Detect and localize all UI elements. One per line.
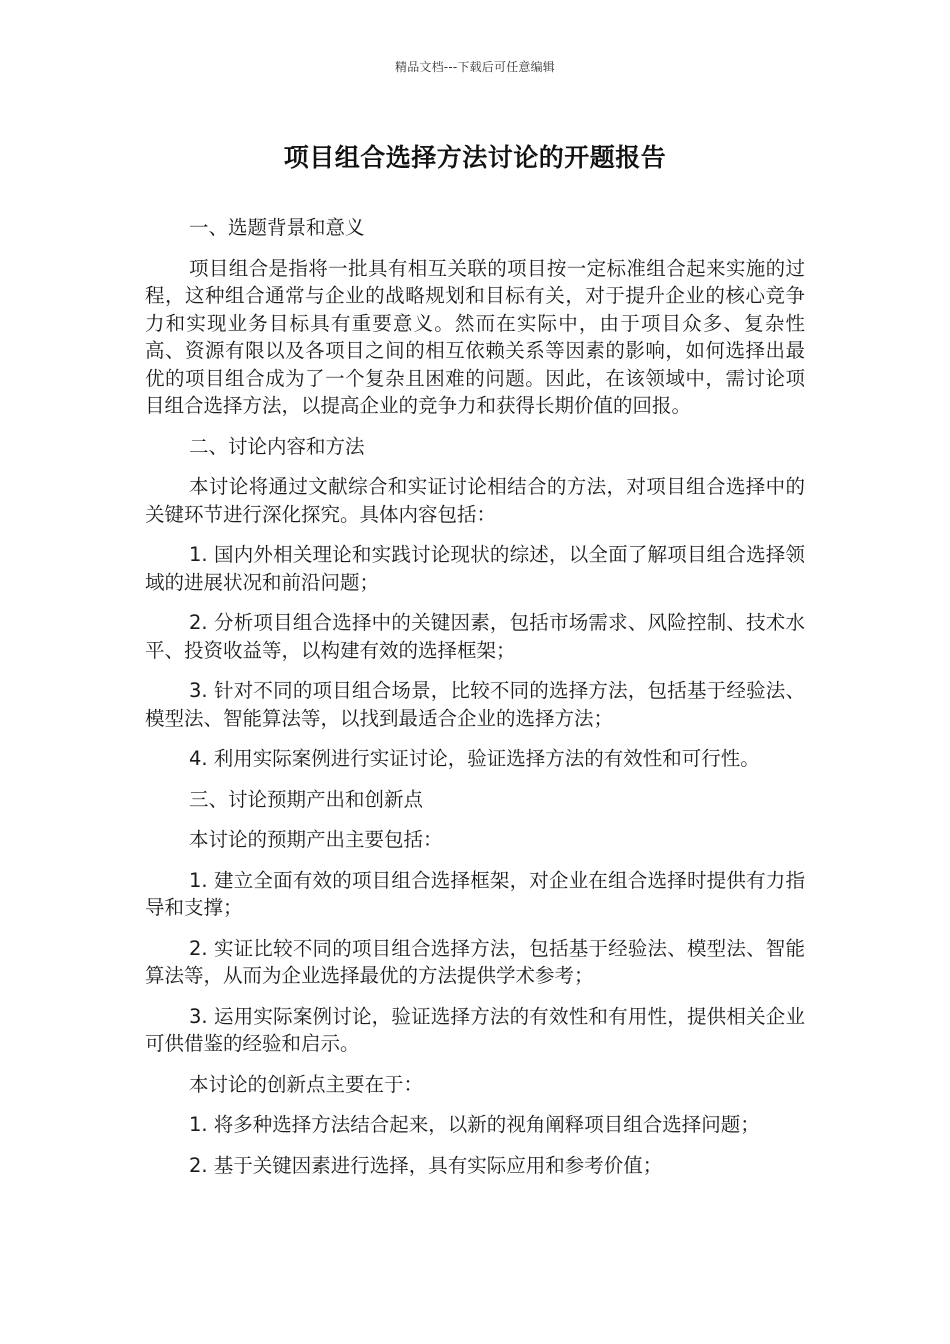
paragraph-innovation-intro: 本讨论的创新点主要在于： xyxy=(189,1072,424,1096)
list-item-output-2: 2. 实证比较不同的项目组合选择方法，包括基于经验法、模型法、智能算法等，从而为企业选择最优的方法提供学术参考； xyxy=(145,936,805,987)
paragraph-output-intro: 本讨论的预期产出主要包括： xyxy=(189,828,443,851)
list-item-content-3: 3. 针对不同的项目组合场景，比较不同的选择方法，包括基于经验法、模型法、智能算法等，以找到最适合企业的选择方法； xyxy=(145,679,805,730)
paragraph-method-intro: 本讨论将通过文献综合和实证讨论相结合的方法，对项目组合选择中的关键环节进行深化探究。具体内容包括： xyxy=(145,475,805,526)
section-heading-content-method: 二、讨论内容和方法 xyxy=(189,434,365,458)
list-item-output-1: 1. 建立全面有效的项目组合选择框架，对企业在组合选择时提供有力指导和支撑； xyxy=(145,868,805,919)
paragraph-background: 项目组合是指将一批具有相互关联的项目按一定标准组合起来实施的过程，这种组合通常与企业的战略规划和目标有关，对于提升企业的核心竞争力和实现业务目标具有重要意义。然而在实际中，由于项目众多、复杂性高、资源有限以及各项目之间的相互依赖关系等因素的影响，如何选择出最优的项目组合成为了一个复杂且困难的问题。因此，在该领域中，需讨论项目组合选择方法，以提高企业的竞争力和获得长期价值的回报。 xyxy=(145,256,805,417)
list-item-innovation-1: 1. 将多种选择方法结合起来，以新的视角阐释项目组合选择问题； xyxy=(189,1113,760,1136)
list-item-innovation-2: 2. 基于关键因素进行选择，具有实际应用和参考价值； xyxy=(189,1153,663,1177)
list-item-output-3: 3. 运用实际案例讨论，验证选择方法的有效性和有用性，提供相关企业可供借鉴的经验和启示。 xyxy=(145,1004,805,1055)
section-heading-background: 一、选题背景和意义 xyxy=(189,216,365,239)
document-body xyxy=(145,214,805,1192)
list-item-content-1: 1. 国内外相关理论和实践讨论现状的综述，以全面了解项目组合选择领域的进展状况和前沿问题； xyxy=(145,543,805,594)
list-item-content-4: 4. 利用实际案例进行实证讨论，验证选择方法的有效性和可行性。 xyxy=(189,747,760,770)
header-note: 精品文档---下载后可任意编辑 xyxy=(395,60,555,74)
list-item-content-2: 2. 分析项目组合选择中的关键因素，包括市场需求、风险控制、技术水平、投资收益等，以构建有效的选择框架； xyxy=(145,611,805,662)
page-title: 项目组合选择方法讨论的开题报告 xyxy=(283,143,667,172)
section-heading-output-innovation: 三、讨论预期产出和创新点 xyxy=(189,787,424,811)
